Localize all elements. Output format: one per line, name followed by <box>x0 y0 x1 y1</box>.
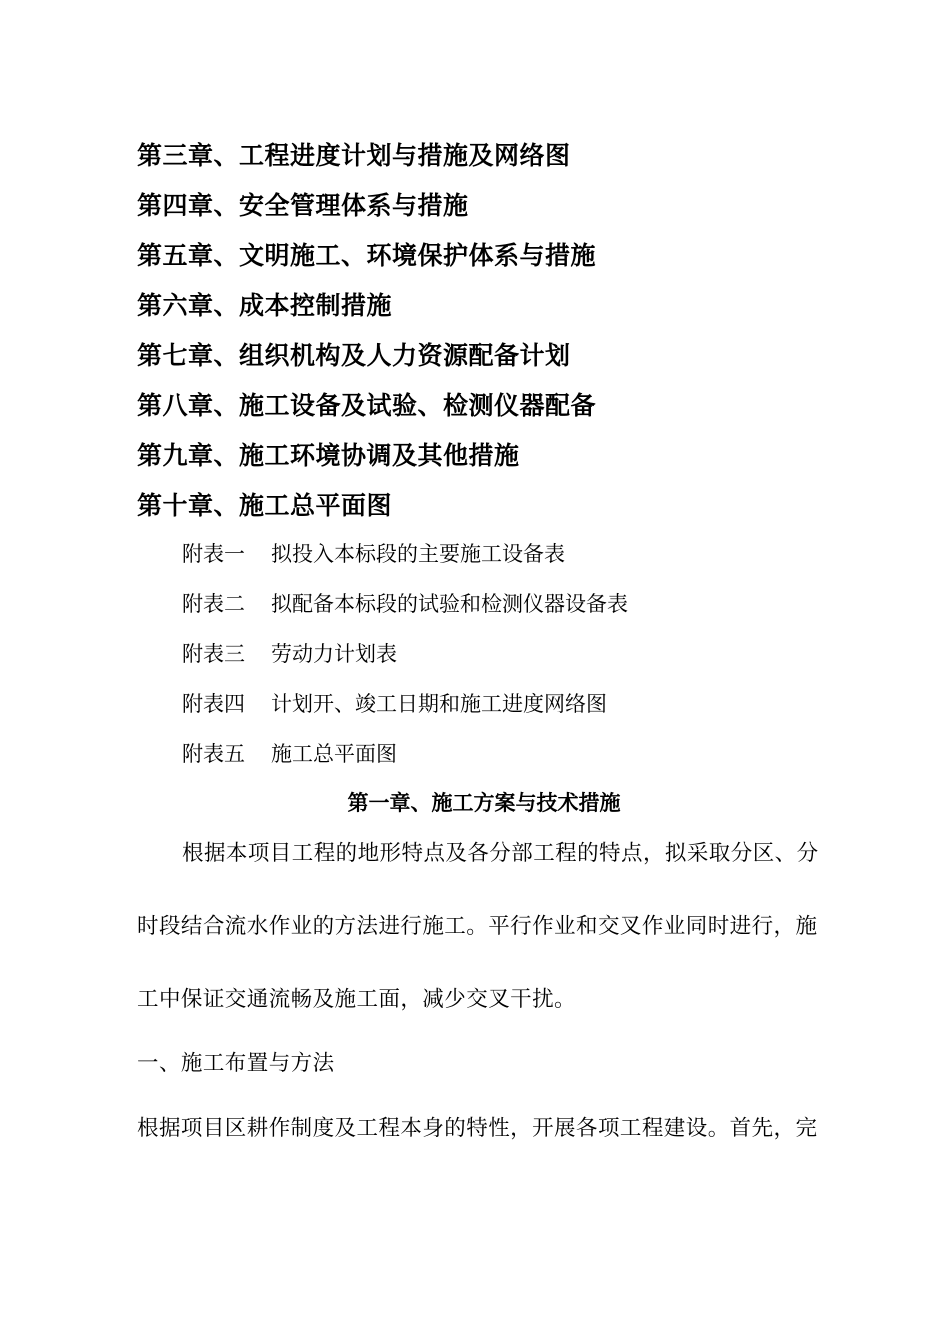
section-1-heading: 一、施工布置与方法 <box>137 1051 335 1076</box>
toc-chapter-4[interactable]: 第四章、安全管理体系与措施 <box>137 191 469 220</box>
toc-chapter-8[interactable]: 第八章、施工设备及试验、检测仪器配备 <box>137 391 597 420</box>
annex-number: 附表二 <box>182 592 245 616</box>
annex-number: 附表五 <box>182 742 245 766</box>
toc-chapter-10[interactable]: 第十章、施工总平面图 <box>137 491 393 520</box>
toc-annex-2[interactable] <box>182 591 628 617</box>
annex-number: 附表一 <box>182 542 245 566</box>
intro-line-2: 时段结合流水作业的方法进行施工。平行作业和交叉作业同时进行，施 <box>137 914 818 939</box>
annex-number: 附表三 <box>182 642 245 666</box>
annex-title: 计划开、竣工日期和施工进度网络图 <box>271 692 607 716</box>
toc-annex-5[interactable] <box>182 741 397 767</box>
annex-title: 拟投入本标段的主要施工设备表 <box>271 542 565 566</box>
toc-annex-1[interactable] <box>182 541 565 567</box>
toc-chapter-9[interactable]: 第九章、施工环境协调及其他措施 <box>137 441 520 470</box>
intro-line-3: 工中保证交通流畅及施工面，减少交叉干扰。 <box>137 987 577 1012</box>
annex-title: 劳动力计划表 <box>271 642 397 666</box>
annex-title: 施工总平面图 <box>271 742 397 766</box>
toc-chapter-6[interactable]: 第六章、成本控制措施 <box>137 291 393 320</box>
toc-chapter-5[interactable]: 第五章、文明施工、环境保护体系与措施 <box>137 241 597 270</box>
toc-annex-3[interactable] <box>182 641 397 667</box>
annex-number: 附表四 <box>182 692 245 716</box>
section-1-line-1: 根据项目区耕作制度及工程本身的特性，开展各项工程建设。首先，完 <box>137 1116 818 1141</box>
toc-chapter-3[interactable]: 第三章、工程进度计划与措施及网络图 <box>137 141 571 170</box>
annex-title: 拟配备本标段的试验和检测仪器设备表 <box>271 592 628 616</box>
toc-annex-4[interactable] <box>182 691 607 717</box>
chapter-1-title: 第一章、施工方案与技术措施 <box>347 790 621 815</box>
toc-chapter-7[interactable]: 第七章、组织机构及人力资源配备计划 <box>137 341 571 370</box>
intro-line-1: 根据本项目工程的地形特点及各分部工程的特点，拟采取分区、分 <box>182 841 819 866</box>
